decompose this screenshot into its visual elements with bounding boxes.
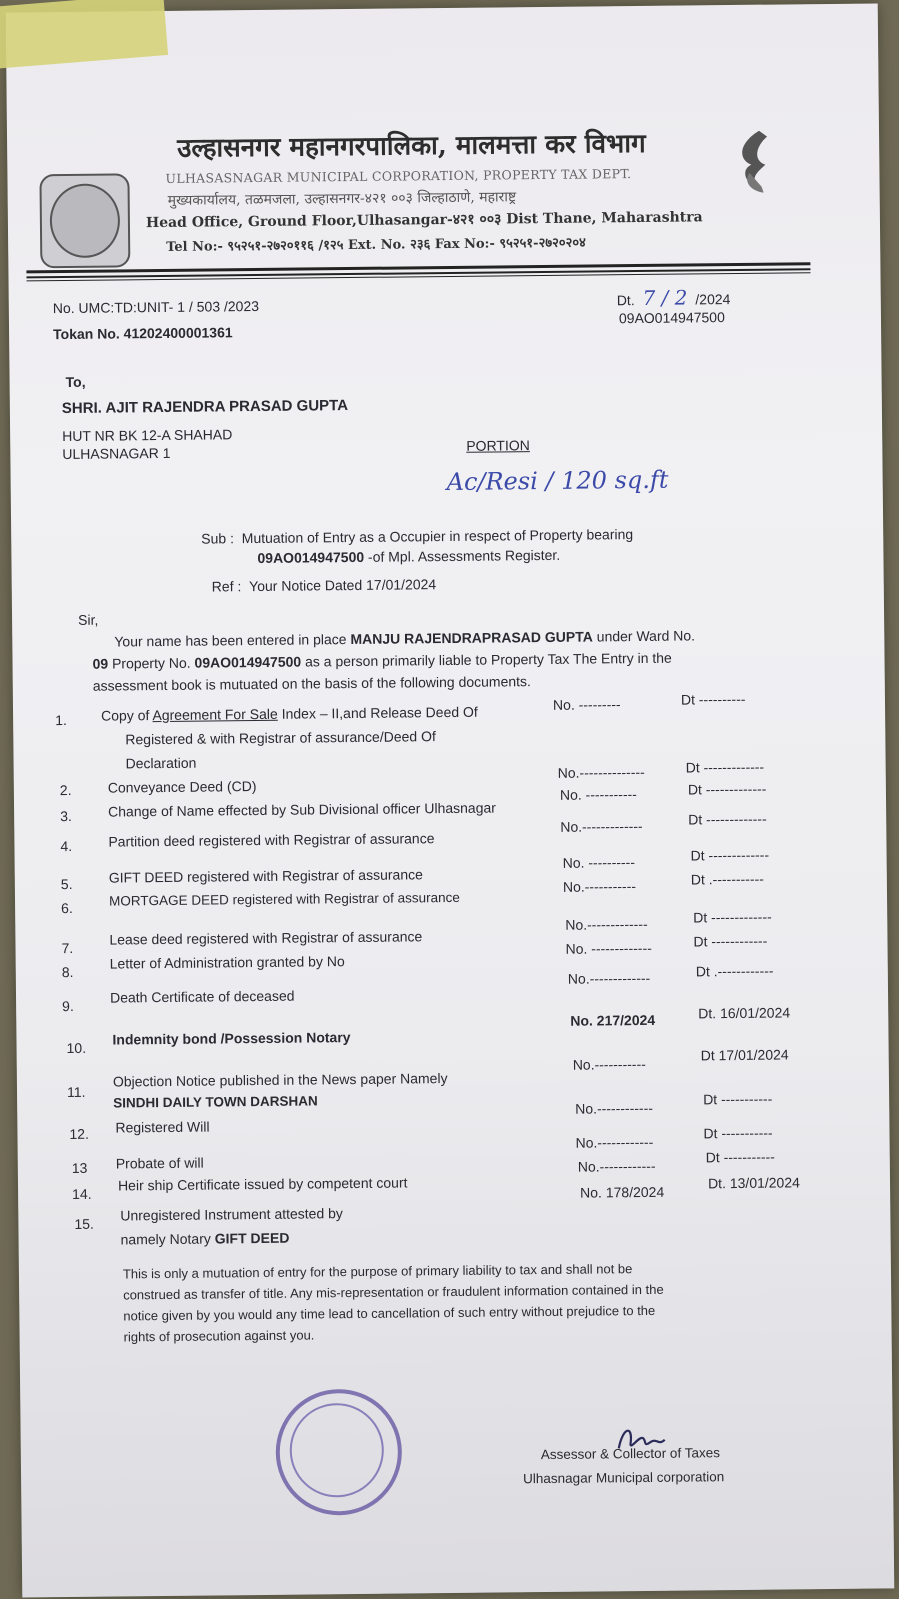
document-text-line3: Declaration: [125, 754, 197, 772]
document-text: Probate of will: [115, 1154, 204, 1172]
document-dt: Dt ----------: [680, 690, 746, 708]
document-text: Death Certificate of deceased: [109, 987, 295, 1006]
disclaimer-line: notice given by you would any time lead to cancellation of such entry without prejudice to the: [123, 1302, 656, 1324]
disclaimer-line: construed as transfer of title. Any mis-representation or fraudulent information contained in the: [123, 1281, 664, 1303]
document-no: No.-------------: [567, 969, 651, 987]
document-dt: Dt -------------: [687, 780, 767, 798]
document-number: 15.: [74, 1215, 94, 1232]
document-no: No.------------: [577, 1157, 656, 1175]
document-no: No.-------------: [560, 817, 643, 835]
property-code-header: 09AO014947500: [618, 309, 725, 327]
document-dt: Dt 17/01/2024: [700, 1046, 789, 1064]
document-no: No. -----------: [559, 786, 637, 803]
document-number: 14.: [72, 1185, 92, 1202]
portion-handwritten: Ac/Resi / 120 sq.ft: [446, 465, 669, 497]
document-number: 13: [71, 1159, 88, 1176]
body-paragraph-line2: 09 Property No. 09AO014947500 as a person primarily liable to Property Tax The Entry in the: [92, 649, 672, 672]
document-no: No.-----------: [562, 878, 637, 895]
document-no: No. -------------: [565, 939, 652, 957]
document-number: 1.: [55, 712, 67, 729]
document-dt: Dt -----------: [705, 1148, 776, 1166]
official-seal-stamp: [275, 1389, 402, 1516]
subject-property-line: 09AO014947500 -of Mpl. Assessments Register.: [257, 546, 561, 567]
document-text: Unregistered Instrument attested by: [120, 1205, 343, 1224]
disclaimer-line: This is only a mutuation of entry for the purpose of primary liability to tax and shall not be: [122, 1261, 633, 1282]
letterhead-title-english: ULHASASNAGAR MUNICIPAL CORPORATION, PROPERTY TAX DEPT.: [165, 166, 632, 186]
signatory-designation: Assessor & Collector of Taxes: [540, 1445, 721, 1463]
document-text: Partition deed registered with Registrar of assurance: [108, 830, 435, 850]
document-dt: Dt -------------: [693, 908, 772, 926]
document-text: Objection Notice published in the News paper Namely: [112, 1070, 448, 1090]
document-text: Indemnity bond /Possession Notary: [112, 1029, 351, 1048]
body-paragraph-line3: assessment book is mutuated on the basis of the following documents.: [92, 673, 531, 694]
document-number: 10.: [66, 1039, 87, 1057]
document-dt: Dt ------------: [693, 932, 768, 950]
document-no: No. ---------: [552, 696, 621, 713]
salutation: Sir,: [78, 611, 99, 628]
token-number: Tokan No. 41202400001361: [53, 324, 233, 343]
document-dt: Dt -------------: [688, 810, 767, 828]
document-text: Conveyance Deed (CD): [107, 778, 257, 796]
reference-number: No. UMC:TD:UNIT- 1 / 503 /2023: [52, 297, 260, 317]
document-no: No. ----------: [562, 854, 636, 871]
sticky-note: [0, 0, 168, 69]
document-text: MORTGAGE DEED registered with Registrar of assurance: [108, 889, 460, 909]
document-text: Change of Name effected by Sub Divisional officer Ulhasnagar: [108, 799, 496, 820]
document-text-line2: SINDHI DAILY TOWN DARSHAN: [113, 1093, 318, 1111]
addressee-name: SHRI. AJIT RAJENDRA PRASAD GUPTA: [61, 397, 349, 418]
document-no: No. 178/2024: [580, 1183, 665, 1201]
disclaimer: [123, 1258, 664, 1348]
body-paragraph-line1: Your name has been entered in place MANJU RAJENDRAPRASAD GUPTA under Ward No.: [114, 627, 696, 650]
document-dt: Dt. 16/01/2024: [698, 1004, 791, 1022]
letter-date: Dt. 7 / 2 /2024: [616, 285, 731, 310]
flame-logo-icon: [719, 124, 790, 205]
subject-line: Sub : Mutuation of Entry as a Occupier in respect of Property bearing: [201, 526, 634, 547]
letterhead-address-marathi: मुख्यकार्यालय, तळमजला, उल्हासनगर-४२१ ००३ जिल्हाठाणे, महाराष्ट्र: [167, 189, 517, 209]
document-number: 2.: [59, 781, 72, 799]
document-no: No.-----------: [572, 1055, 646, 1073]
document-text: GIFT DEED registered with Registrar of assurance: [108, 866, 423, 886]
reference-line: Ref : Your Notice Dated 17/01/2024: [211, 576, 437, 595]
document-dt: Dt -------------: [685, 758, 765, 776]
portion-label: PORTION: [466, 437, 530, 454]
document-number: 12.: [69, 1125, 90, 1143]
municipal-emblem-icon: [39, 173, 130, 268]
document-text: Heir ship Certificate issued by competent court: [117, 1174, 408, 1194]
document-number: 8.: [61, 963, 74, 981]
document-no: No.------------: [575, 1133, 654, 1151]
document-number: 6.: [61, 899, 73, 917]
document-dt: Dt -----------: [703, 1124, 773, 1142]
handwritten-date: 7 / 2: [642, 285, 688, 310]
document-text: Lease deed registered with Registrar of assurance: [109, 928, 423, 948]
letterhead-contact: Tel No:- ९५२५१-२७२०११६ /१२५ Ext. No. २३६ Fax No:- ९५२५१-२७२०२०४: [166, 235, 586, 255]
document-text: Registered Will: [115, 1118, 210, 1136]
document-dt: Dt .------------: [695, 962, 774, 980]
document-dt: Dt -----------: [703, 1090, 773, 1108]
document-number: 9.: [62, 997, 74, 1015]
addressee-line2: ULHASNAGAR 1: [62, 444, 171, 463]
document-no: No.--------------: [557, 763, 645, 781]
document-number: 11.: [66, 1083, 86, 1101]
document-number: 4.: [60, 837, 73, 855]
letter-page: [6, 3, 895, 1597]
document-text: Copy of Agreement For Sale Index – II,and Release Deed Of: [101, 703, 478, 724]
letterhead-title-marathi: उल्हासनगर महानगरपालिका, मालमत्ता कर विभाग: [177, 128, 646, 164]
document-text-line2: Registered & with Registrar of assurance/Deed Of: [125, 728, 436, 748]
document-dt: Dt .-----------: [690, 870, 764, 888]
document-dt: Dt. 13/01/2024: [707, 1174, 800, 1192]
document-text: Letter of Administration granted by No: [109, 953, 345, 972]
disclaimer-line: rights of prosecution against you.: [123, 1327, 315, 1345]
document-text-line2: namely Notary GIFT DEED: [120, 1229, 290, 1248]
addressee-line1: HUT NR BK 12-A SHAHAD: [62, 426, 233, 445]
signatory-organization: Ulhasnagar Municipal corporation: [523, 1469, 725, 1487]
document-dt: Dt -------------: [690, 846, 770, 864]
document-number: 7.: [61, 939, 74, 957]
addressee-to: To,: [65, 373, 86, 391]
document-no: No.-------------: [565, 915, 648, 933]
document-number: 3.: [60, 807, 72, 825]
document-no: No. 217/2024: [570, 1011, 656, 1029]
document-number: 5.: [60, 875, 73, 893]
document-no: No.------------: [575, 1099, 654, 1117]
letterhead-address-english: Head Office, Ground Floor,Ulhasangar-४२१ ००३ Dist Thane, Maharashtra: [145, 209, 703, 232]
